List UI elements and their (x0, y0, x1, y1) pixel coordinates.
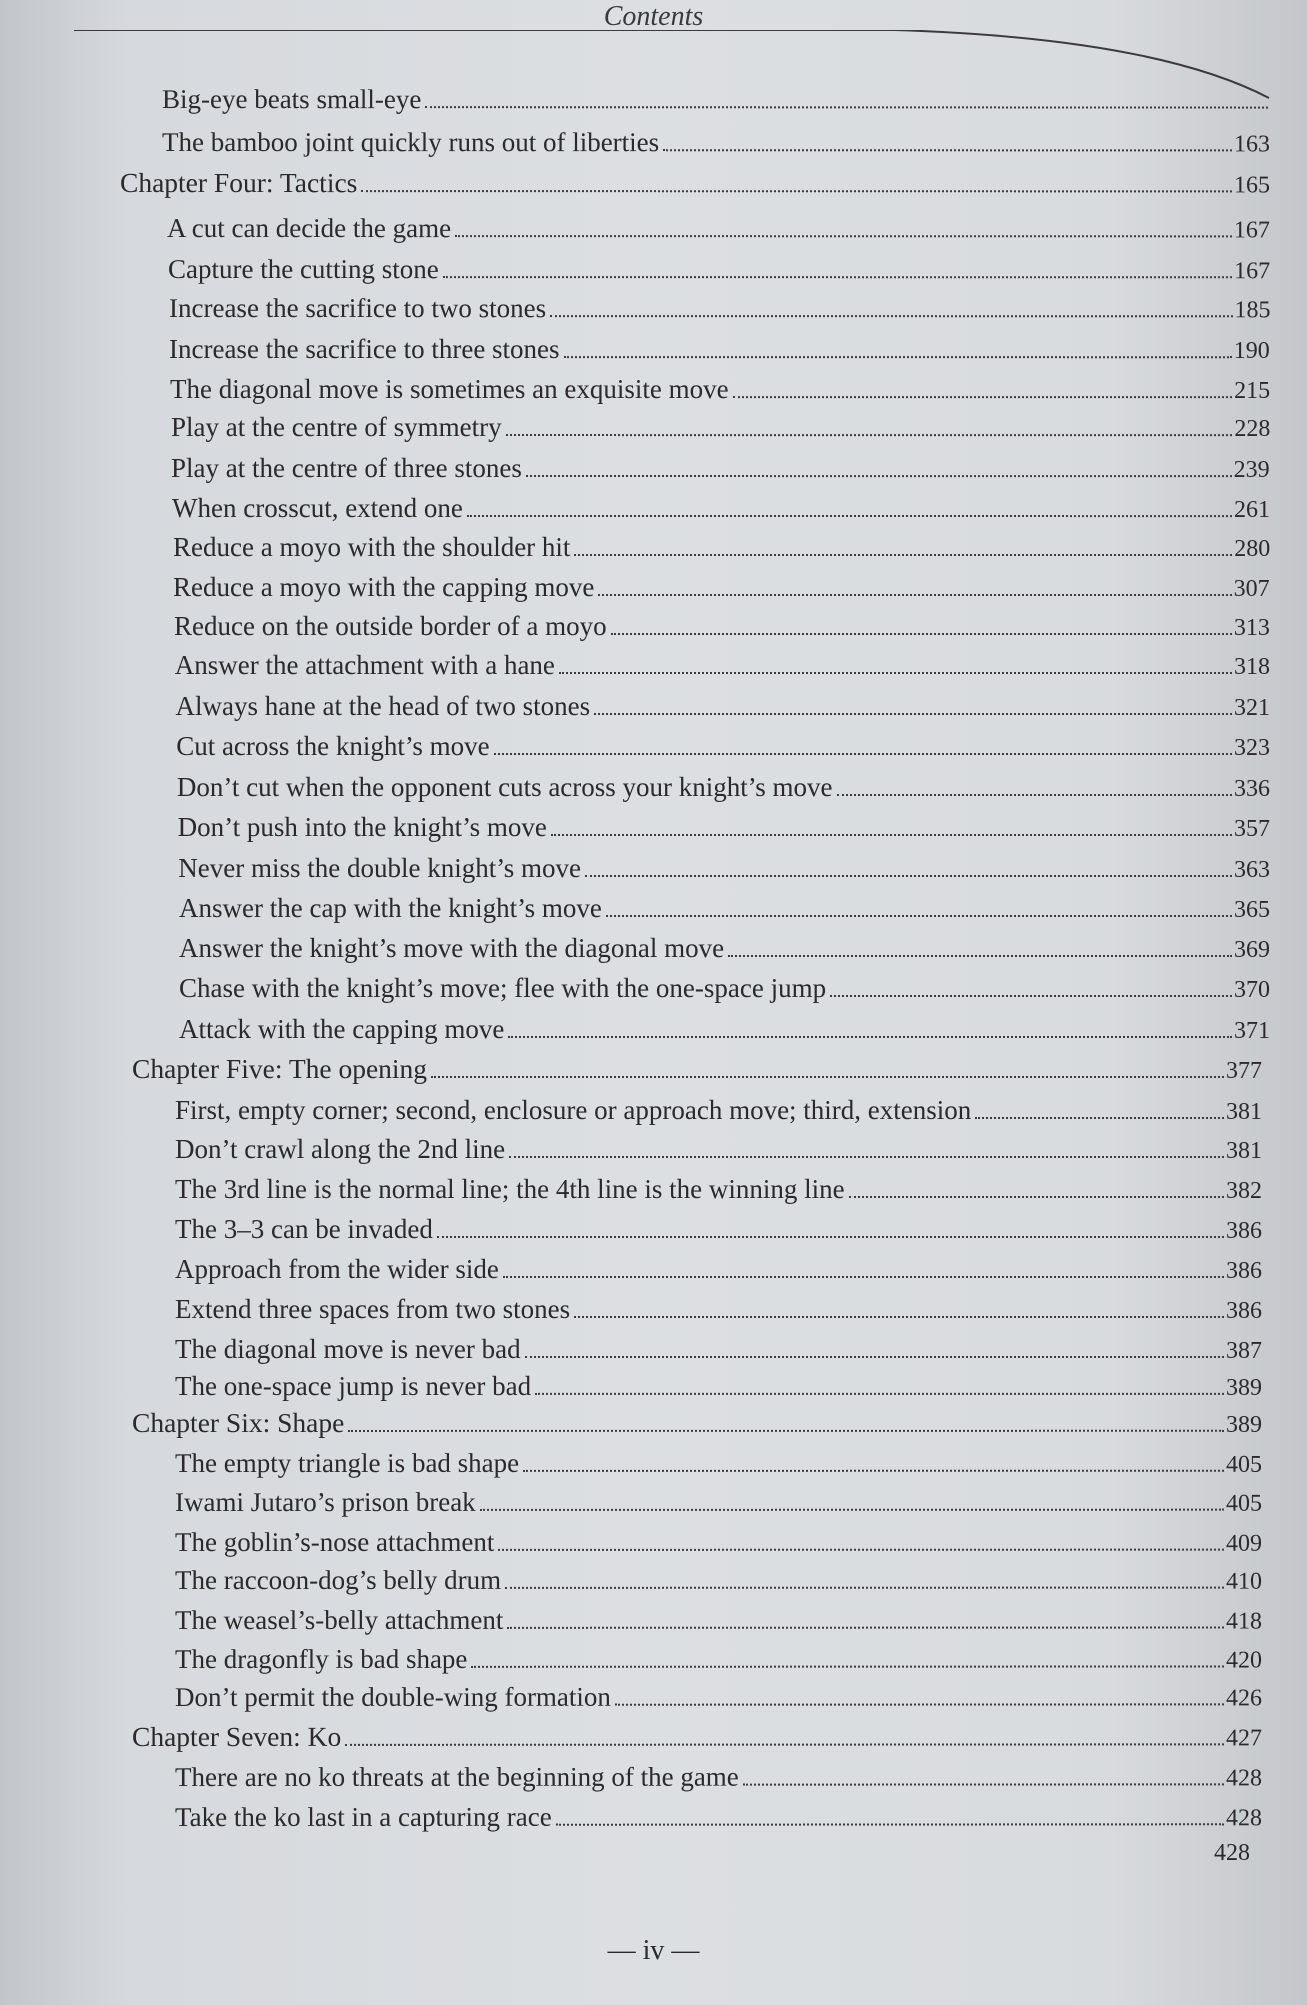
toc-entry-title: Extend three spaces from two stones (175, 1294, 571, 1324)
toc-page-number: 371 (1234, 1018, 1270, 1044)
page-folio: — iv — (607, 1935, 700, 1966)
toc-page-number: 386 (1226, 1258, 1262, 1284)
toc-entry-title: The diagonal move is sometimes an exquisite move (169, 374, 729, 405)
toc-page-number: 321 (1234, 695, 1270, 721)
toc-entry-title: Attack with the capping move (179, 1014, 505, 1044)
dot-leader (498, 1549, 1224, 1551)
toc-entry-title: Capture the cutting stone (167, 254, 439, 285)
toc-section-entry (168, 252, 1270, 288)
toc-section-entry (179, 931, 1270, 967)
dot-leader (574, 1316, 1224, 1318)
toc-section-entry (175, 1292, 1262, 1328)
toc-section-entry (162, 125, 1270, 161)
toc-entry-title: Big-eye beats small-eye (161, 84, 422, 115)
toc-entry-title: A cut can decide the game (167, 213, 452, 244)
toc-section-entry (169, 332, 1270, 368)
toc-page-number: 365 (1234, 897, 1270, 923)
toc-page-number: 389 (1225, 1374, 1263, 1401)
toc-entry-title: Chase with the knight’s move; flee with the one-space jump (179, 973, 827, 1003)
toc-page-number: 215 (1233, 378, 1270, 405)
toc-entry-title: Approach from the wider side (175, 1254, 499, 1284)
dot-leader (535, 1393, 1224, 1395)
toc-entry-title: The 3–3 can be invaded (175, 1214, 433, 1244)
toc-section-entry (175, 1641, 1262, 1678)
dot-leader (556, 1823, 1224, 1825)
dot-leader (849, 1196, 1224, 1198)
dot-leader (830, 995, 1232, 997)
toc-section-entry (176, 729, 1270, 765)
toc-entry-title: Reduce on the outside border of a moyo (174, 611, 607, 642)
toc-entry-title: Don’t crawl along the 2nd line (175, 1134, 506, 1164)
dot-leader (743, 1783, 1224, 1785)
dot-leader (574, 554, 1232, 556)
toc-entry-title: Chapter Five: The opening (132, 1053, 428, 1084)
toc-page-number: 165 (1233, 172, 1271, 199)
toc-section-entry (167, 211, 1270, 247)
toc-page-number: 405 (1225, 1490, 1263, 1517)
toc-entry-title: Don’t cut when the opponent cuts across your knight’s move (176, 772, 833, 802)
toc-section-entry (175, 1369, 1262, 1405)
toc-section-entry (175, 1799, 1262, 1836)
toc-entry-title: The weasel’s-belly attachment (174, 1604, 504, 1635)
toc-entry-title: Take the ko last in a capturing race (174, 1801, 552, 1832)
toc-entry-title: Increase the sacrifice to two stones (168, 293, 546, 324)
toc-entry-title: The empty triangle is bad shape (174, 1447, 520, 1478)
toc-entry-title: Increase the sacrifice to three stones (169, 334, 560, 365)
toc-page-number: 389 (1225, 1411, 1263, 1438)
toc-page-number: 428 (1225, 1805, 1263, 1832)
toc-section-entry (172, 491, 1270, 527)
toc-page-number: 228 (1233, 416, 1270, 443)
toc-page-number: 261 (1233, 497, 1271, 524)
toc-entry-title: The raccoon-dog’s belly drum (174, 1564, 502, 1595)
toc-page-number: 410 (1225, 1568, 1263, 1595)
toc-section-entry (175, 1132, 1262, 1168)
toc-page-number: 190 (1233, 338, 1270, 365)
toc-page-number: 357 (1233, 816, 1270, 842)
toc-page-number: 323 (1233, 735, 1270, 761)
dot-leader (523, 1470, 1224, 1472)
toc-page-number: 386 (1226, 1298, 1262, 1324)
dot-leader (975, 1117, 1224, 1119)
toc-page-number: 405 (1225, 1451, 1263, 1478)
toc-page-number: 409 (1225, 1530, 1263, 1557)
dot-leader (471, 1665, 1224, 1667)
toc-section-entry (171, 451, 1270, 487)
toc-entry-title: The diagonal move is never bad (175, 1334, 521, 1364)
dot-leader (585, 875, 1232, 877)
toc-page-number: 426 (1225, 1685, 1263, 1712)
toc-entry-title: Answer the knight’s move with the diagonal move (179, 933, 725, 963)
dot-leader (345, 1743, 1224, 1746)
dot-leader (525, 1356, 1224, 1358)
toc-section-entry (162, 82, 1270, 117)
toc-section-entry (176, 689, 1271, 725)
toc-section-entry (175, 1563, 1262, 1599)
toc-page-number: 382 (1226, 1178, 1262, 1204)
toc-page-number: 167 (1233, 258, 1270, 285)
toc-page-number: 185 (1233, 297, 1271, 324)
toc-section-entry (178, 851, 1270, 887)
dot-leader (564, 356, 1232, 358)
dot-leader (733, 396, 1232, 398)
dot-leader (606, 915, 1232, 917)
dot-leader (837, 794, 1232, 796)
dot-leader (455, 235, 1232, 237)
toc-entry-title: The one-space jump is never bad (174, 1370, 532, 1401)
toc-section-entry (175, 1525, 1262, 1561)
dot-leader (508, 1036, 1232, 1038)
toc-section-entry (175, 1332, 1262, 1368)
toc-entry-title: Don’t push into the knight’s move (177, 812, 547, 842)
toc-entry-title: The dragonfly is bad shape (174, 1643, 468, 1674)
toc-entry-title: Answer the attachment with a hane (174, 650, 555, 680)
toc-section-entry (175, 1679, 1262, 1716)
toc-entry-title: First, empty corner; second, enclosure or approach move; third, extension (175, 1095, 972, 1125)
toc-entry-title: The 3rd line is the normal line; the 4th line is the winning line (175, 1174, 845, 1204)
toc-chapter-entry (120, 166, 1270, 202)
toc-section-entry (175, 1446, 1262, 1482)
dot-leader (431, 1076, 1224, 1078)
dot-leader (505, 1587, 1224, 1589)
toc-entry-title: There are no ko threats at the beginning of the game (174, 1761, 739, 1792)
toc-entry-title: Chapter Seven: Ko (131, 1720, 342, 1752)
toc-section-entry (179, 891, 1270, 927)
dot-leader (507, 1627, 1224, 1629)
toc-entry-title: Don’t permit the double-wing formation (174, 1681, 611, 1712)
toc-section-entry (175, 1759, 1262, 1796)
toc-entry-title: Play at the centre of three stones (171, 453, 523, 484)
toc-page-number: 167 (1233, 217, 1270, 244)
toc-entry-title: Iwami Jutaro’s prison break (174, 1486, 476, 1517)
toc-section-entry (175, 1603, 1262, 1639)
toc-page-number: 239 (1233, 457, 1270, 484)
toc-section-entry (173, 530, 1270, 566)
toc-entry-title: Chapter Four: Tactics (119, 167, 358, 199)
toc-page-number: 386 (1226, 1218, 1262, 1244)
toc-section-entry (175, 1485, 1262, 1521)
toc-section-entry (174, 609, 1270, 645)
dot-leader (503, 1276, 1224, 1278)
toc-page-number: 377 (1226, 1058, 1262, 1084)
dot-leader (611, 633, 1232, 635)
dot-leader (663, 149, 1232, 151)
toc-entry-title: Reduce a moyo with the capping move (173, 572, 595, 603)
toc-entry-title: The bamboo joint quickly runs out of liberties (161, 127, 660, 158)
dot-leader (594, 713, 1232, 715)
toc-section-entry (179, 1012, 1270, 1048)
toc-page-number: 307 (1233, 576, 1270, 603)
toc-section-entry (175, 1252, 1262, 1288)
toc-section-entry (178, 810, 1270, 846)
toc-page-number: 427 (1225, 1725, 1263, 1752)
toc-page-number (1212, 1836, 1250, 1870)
toc-page-number: 420 (1225, 1647, 1263, 1674)
toc-page-number: 370 (1234, 977, 1270, 1003)
dot-leader (505, 434, 1232, 436)
dot-leader (551, 834, 1232, 836)
dot-leader (442, 276, 1232, 278)
toc-entry-title: Always hane at the head of two stones (175, 691, 591, 721)
toc-entry-title: The goblin’s-nose attachment (174, 1526, 495, 1557)
dot-leader (494, 753, 1232, 755)
toc-section-entry (177, 770, 1270, 806)
toc-page-number: 369 (1234, 937, 1270, 963)
running-head: Contents (603, 1, 704, 32)
toc-entry-title: Chapter Six: Shape (131, 1406, 345, 1438)
toc-chapter-entry (132, 1406, 1262, 1442)
dot-leader (361, 190, 1232, 192)
toc-page-number: 280 (1233, 536, 1270, 563)
toc-page-number: 313 (1233, 615, 1270, 642)
dot-leader (550, 315, 1232, 317)
dot-leader (599, 594, 1232, 596)
toc-section-entry (171, 410, 1270, 446)
toc-section-entry (170, 372, 1270, 408)
toc-section-entry (173, 570, 1270, 606)
dot-leader (559, 672, 1232, 674)
toc-entry-title: Reduce a moyo with the shoulder hit (172, 532, 571, 563)
toc-entry-title: Play at the centre of symmetry (170, 412, 502, 443)
toc-entry-title: Never miss the double knight’s move (178, 853, 581, 883)
toc-section-entry (175, 1212, 1262, 1248)
toc-page-number: 381 (1226, 1138, 1262, 1164)
toc-entry-title: When crosscut, extend one (171, 493, 463, 524)
dot-leader (425, 106, 1268, 108)
toc-section-entry (175, 1172, 1262, 1208)
dot-leader (480, 1509, 1224, 1511)
toc-section-entry (175, 648, 1270, 684)
toc-chapter-entry (132, 1052, 1262, 1088)
toc-page-number: 163 (1233, 131, 1271, 158)
dot-leader (728, 955, 1232, 957)
toc-section-entry (175, 1093, 1262, 1129)
dot-leader (437, 1236, 1224, 1238)
dot-leader (467, 515, 1232, 517)
toc-page-number: 418 (1225, 1608, 1263, 1635)
toc-entry-title: Answer the cap with the knight’s move (179, 893, 602, 923)
toc-chapter-entry (132, 1719, 1262, 1756)
toc-page-number: 428 (1225, 1765, 1263, 1792)
toc-page-number: 381 (1226, 1099, 1262, 1125)
toc-entry-title: Cut across the knight’s move (176, 731, 490, 761)
toc-page-number-text: 428 (1214, 1840, 1250, 1866)
toc-section-entry (179, 971, 1270, 1007)
toc-page-number: 387 (1226, 1338, 1262, 1364)
toc-page-number: 363 (1233, 857, 1270, 883)
toc-section-entry (168, 291, 1270, 327)
dot-leader (615, 1703, 1224, 1705)
dot-leader (526, 475, 1232, 477)
dot-leader (509, 1156, 1224, 1158)
toc-page-number: 336 (1233, 776, 1270, 802)
dot-leader (348, 1430, 1224, 1432)
toc-page-number: 318 (1233, 654, 1270, 680)
